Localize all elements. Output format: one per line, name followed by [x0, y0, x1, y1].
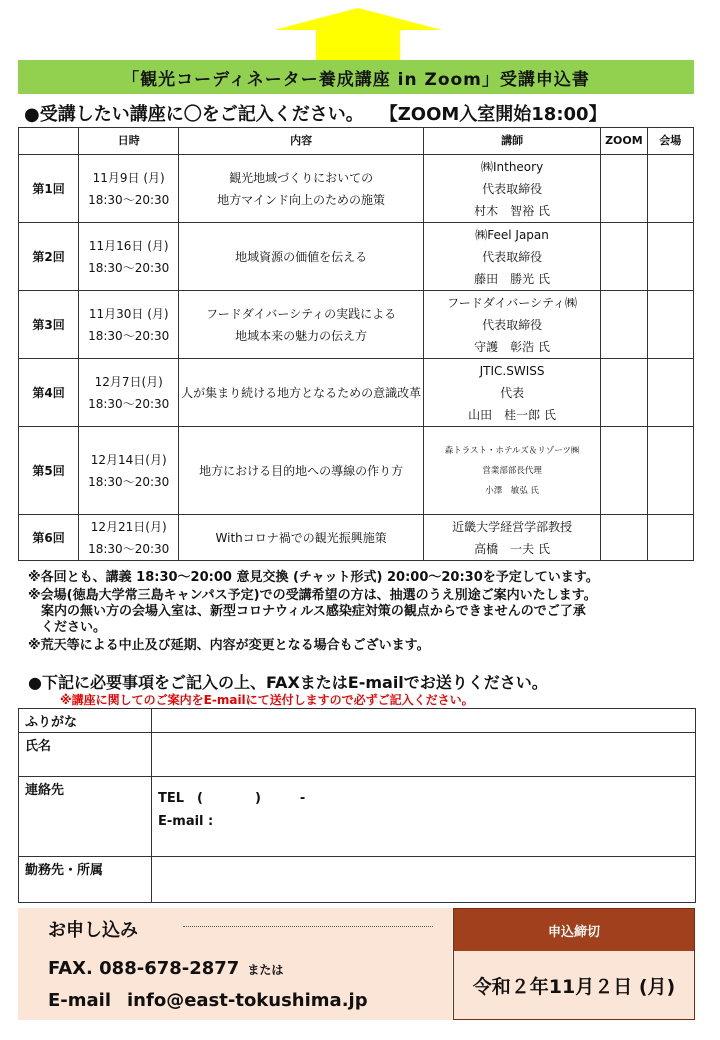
header-zoom: ZOOM: [601, 128, 647, 155]
instruction-main: ●受講したい講座に〇をご記入ください。: [24, 104, 364, 125]
contact-field[interactable]: [152, 777, 696, 857]
lecturer-title: 代表取締役: [482, 181, 543, 196]
lecturer-title: 代表取締役: [482, 317, 543, 332]
session-date: 11月30日 (月): [88, 306, 169, 321]
lecturer-org: 近畿大学経営学部教授: [452, 519, 573, 534]
instruction: [24, 100, 714, 126]
lecturer-name: 山田 桂一郎 氏: [468, 407, 556, 422]
tel-field[interactable]: TEL ( ) -: [158, 791, 306, 806]
table-row: [19, 155, 694, 223]
deadline-label: 申込締切: [454, 909, 694, 951]
form-row-contact: [19, 777, 696, 857]
session-content: 地域資源の価値を伝える: [179, 223, 424, 291]
lecturer-org: ㈱Feel Japan: [475, 227, 549, 242]
session-number: 第4回: [19, 359, 79, 427]
note-schedule: ※各回とも、講義 18:30～20:00 意見交換 (チャット形式) 20:00～20:30を予定しています。: [28, 570, 599, 585]
up-arrow-icon: [272, 6, 444, 60]
zoom-check-cell[interactable]: [601, 359, 647, 427]
fax-number: FAX. 088-678-2877: [48, 958, 240, 979]
session-lecturer: [423, 223, 600, 291]
session-date: 12月7日(月): [94, 374, 163, 389]
header-number: [19, 128, 79, 155]
venue-check-cell[interactable]: [647, 359, 693, 427]
lecturer-title: 代表: [500, 385, 525, 400]
apply-box: [18, 908, 452, 1020]
table-row: [19, 515, 694, 561]
session-lecturer: [423, 427, 600, 515]
fax-line: [48, 958, 283, 979]
session-datetime: [79, 155, 179, 223]
session-time: 18:30～20:30: [88, 396, 170, 411]
form-title: 「観光コーディネーター養成講座 in Zoom」受講申込書: [18, 60, 694, 94]
lecturer-org: 森トラスト・ホテルズ＆リゾーツ㈱: [444, 445, 580, 456]
lecturer-title: 代表取締役: [482, 249, 543, 264]
lecturer-title: 営業部部長代理: [482, 465, 542, 476]
apply-label: お申し込み: [48, 920, 138, 941]
session-content: 人が集まり続ける地方となるための意識改革: [179, 359, 424, 427]
header-lecturer: 講師: [423, 128, 600, 155]
schedule-header-row: [19, 128, 694, 155]
session-lecturer: [423, 359, 600, 427]
contact-label: 連絡先: [19, 777, 152, 857]
email-address[interactable]: info@east-tokushima.jp: [127, 990, 368, 1011]
lecturer-name: 村木 智裕 氏: [474, 203, 550, 218]
session-date: 12月21日(月): [90, 519, 167, 534]
session-number: 第2回: [19, 223, 79, 291]
session-number: 第6回: [19, 515, 79, 561]
session-lecturer: [423, 291, 600, 359]
session-time: 18:30～20:30: [88, 328, 170, 343]
session-datetime: [79, 223, 179, 291]
request-red-note: ※講座に関してのご案内をE-mailにて送付しますので必ずご記入ください。: [60, 693, 474, 707]
session-content: フードダイバーシティの実践による 地域本来の魅力の伝え方: [179, 291, 424, 359]
table-row: [19, 291, 694, 359]
lecturer-org: フードダイバーシティ㈱: [447, 295, 578, 310]
zoom-check-cell[interactable]: [601, 291, 647, 359]
session-datetime: [79, 359, 179, 427]
session-date: 11月16日 (月): [88, 238, 169, 253]
session-lecturer: [423, 155, 600, 223]
header-content: 内容: [179, 128, 424, 155]
lecturer-org: ㈱Intheory: [480, 159, 544, 174]
session-content: 観光地域づくりにおいての 地方マインド向上のための施策: [179, 155, 424, 223]
note-venue: ※会場(徳島大学常三島キャンパス予定)での受講希望の方は、抽選のうえ別途ご案内いたします。 案内の無い方の会場入室は、新型コロナウィルス感染症対策の観点からできませんのでご了承 ください。: [28, 588, 597, 635]
workplace-field[interactable]: [152, 857, 696, 903]
session-lecturer: [423, 515, 600, 561]
session-datetime: [79, 427, 179, 515]
session-time: 18:30～20:30: [88, 260, 170, 275]
session-date: 11月9日 (月): [92, 170, 165, 185]
lecturer-name: 高橋 一夫 氏: [474, 541, 550, 556]
form-row-workplace: [19, 857, 696, 903]
dotted-divider: [183, 926, 433, 927]
name-label: 氏名: [19, 733, 152, 777]
lecturer-name: 守護 彰浩 氏: [474, 339, 550, 354]
zoom-check-cell[interactable]: [601, 155, 647, 223]
request-instruction: ●下記に必要事項をご記入の上、FAXまたはE-mailでお送りください。: [28, 673, 548, 692]
header-venue: 会場: [647, 128, 693, 155]
lecturer-org: JTIC.SWISS: [479, 363, 545, 378]
session-content: 地方における目的地への導線の作り方: [179, 427, 424, 515]
note-weather: ※荒天等による中止及び延期、内容が変更となる場合もございます。: [28, 638, 430, 653]
email-line: [48, 990, 368, 1011]
zoom-check-cell[interactable]: [601, 427, 647, 515]
email-label: E-mail: [48, 990, 112, 1011]
venue-check-cell[interactable]: [647, 291, 693, 359]
session-time: 18:30～20:30: [88, 541, 170, 556]
session-time: 18:30～20:30: [88, 474, 170, 489]
zoom-check-cell[interactable]: [601, 515, 647, 561]
furigana-label: ふりがな: [19, 709, 152, 733]
table-row: [19, 223, 694, 291]
workplace-label: 勤務先・所属: [19, 857, 152, 903]
venue-check-cell[interactable]: [647, 515, 693, 561]
session-number: 第3回: [19, 291, 79, 359]
email-field[interactable]: E-mail :: [158, 814, 214, 829]
session-number: 第5回: [19, 427, 79, 515]
application-form: [18, 708, 696, 903]
venue-check-cell[interactable]: [647, 223, 693, 291]
deadline-date: 令和２年11月２日 (月): [454, 951, 694, 1019]
schedule-table: [18, 127, 694, 561]
session-time: 18:30～20:30: [88, 192, 170, 207]
name-field[interactable]: [152, 733, 696, 777]
lecturer-name: 藤田 勝光 氏: [474, 271, 550, 286]
session-datetime: [79, 291, 179, 359]
lecturer-name: 小澤 敏弘 氏: [485, 485, 539, 496]
venue-check-cell[interactable]: [647, 427, 693, 515]
table-row: [19, 359, 694, 427]
zoom-entry-time: 【ZOOM入室開始18:00】: [379, 104, 607, 125]
session-datetime: [79, 515, 179, 561]
session-number: 第1回: [19, 155, 79, 223]
form-row-furigana: [19, 709, 696, 733]
furigana-field[interactable]: [152, 709, 696, 733]
header-date: 日時: [79, 128, 179, 155]
or-text: または: [247, 963, 284, 977]
session-date: 12月14日(月): [90, 452, 167, 467]
form-row-name: [19, 733, 696, 777]
venue-check-cell[interactable]: [647, 155, 693, 223]
session-content: Withコロナ禍での観光振興施策: [179, 515, 424, 561]
notes: [28, 570, 708, 656]
table-row: [19, 427, 694, 515]
zoom-check-cell[interactable]: [601, 223, 647, 291]
deadline-box: [453, 908, 695, 1020]
